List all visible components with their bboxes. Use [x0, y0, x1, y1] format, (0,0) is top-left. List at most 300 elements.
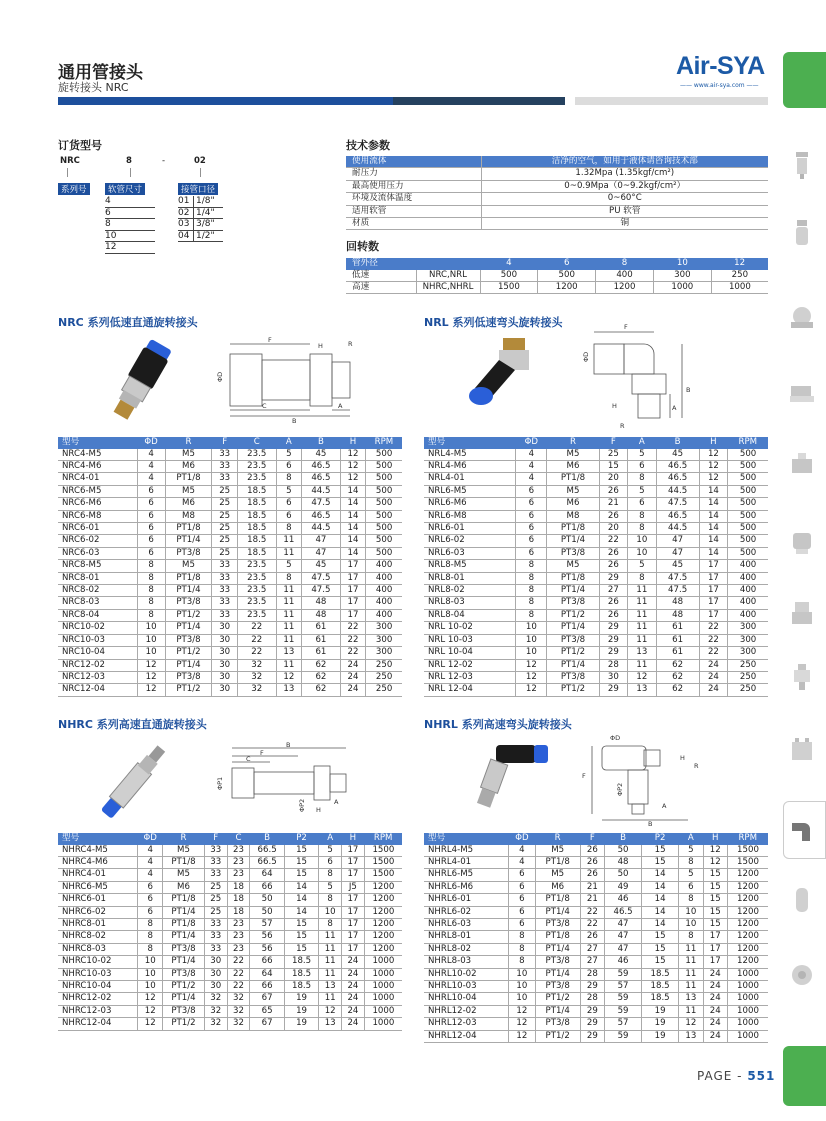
table-header-row: [346, 258, 768, 270]
table-cell: 6: [516, 547, 547, 559]
table-cell: 18.5: [284, 956, 318, 968]
table-cell: 8: [679, 894, 703, 906]
table-cell: 33: [212, 585, 238, 597]
table-cell: 10: [516, 634, 547, 646]
table-cell: 20: [599, 473, 627, 485]
nhrc-dim-F: F: [260, 749, 264, 757]
table-cell: 10: [516, 647, 547, 659]
column-header: 管外径: [346, 258, 416, 270]
table-cell: 10: [137, 622, 165, 634]
table-cell: 17: [340, 597, 366, 609]
table-cell: PT1/2: [165, 647, 212, 659]
gripper-icon[interactable]: [788, 598, 816, 628]
table-cell: NRL4-01: [424, 473, 516, 485]
table-row: [58, 523, 402, 535]
table-cell: 18.5: [237, 523, 276, 535]
table-cell: 10: [509, 981, 536, 993]
table-cell: 11: [679, 956, 703, 968]
table-cell: NRL6-02: [424, 535, 516, 547]
table-cell: 15: [703, 906, 727, 918]
table-cell: 500: [728, 461, 768, 473]
table-cell: NHRL6-M6: [424, 881, 509, 893]
table-cell: 22: [227, 968, 250, 980]
table-cell: NHRL10-04: [424, 993, 509, 1005]
table-row: [424, 622, 768, 634]
table-row: [58, 684, 402, 696]
table-cell: 13: [679, 993, 703, 1005]
table-cell: 6: [628, 461, 656, 473]
table-cell: 62: [302, 684, 341, 696]
table-cell: 22: [699, 622, 727, 634]
table-row: [424, 560, 768, 572]
table-cell: 32: [227, 993, 250, 1005]
code-tick: |: [129, 168, 132, 178]
table-cell: 59: [605, 1005, 642, 1017]
table-cell: NHRL10-02: [424, 968, 509, 980]
table-header-row: [424, 833, 768, 845]
table-row: [424, 659, 768, 671]
table-cell: 10: [679, 919, 703, 931]
table-cell: 17: [342, 869, 365, 881]
column-header: 4: [480, 258, 538, 270]
table-cell: PT1/4: [165, 585, 212, 597]
table-cell: 11: [319, 943, 342, 955]
table-row: [424, 993, 768, 1005]
table-cell: NRC12-02: [58, 659, 137, 671]
table-cell: 18: [227, 894, 250, 906]
table-cell: 32: [204, 993, 227, 1005]
table-cell: 300: [366, 647, 402, 659]
table-cell: PT1/8: [535, 931, 580, 943]
table-cell: 47.5: [656, 585, 699, 597]
side-tab-bottom[interactable]: [783, 1046, 826, 1106]
table-row: [424, 498, 768, 510]
table-cell: NRL 10-04: [424, 647, 516, 659]
table-cell: NRC8-03: [58, 597, 137, 609]
table-row: [58, 919, 402, 931]
table-cell: 1000: [727, 1030, 768, 1042]
table-cell: 13: [628, 647, 656, 659]
table-cell: 14: [642, 881, 679, 893]
column-header: 型号: [58, 833, 138, 845]
table-cell: 17: [699, 585, 727, 597]
table-cell: M6: [163, 881, 205, 893]
table-row: [424, 461, 768, 473]
table-cell: 30: [212, 659, 238, 671]
table-cell: 6: [137, 535, 165, 547]
table-cell: 6: [137, 523, 165, 535]
column-header: F: [204, 833, 227, 845]
table-cell: 18: [227, 906, 250, 918]
table-cell: 33: [212, 449, 238, 461]
table-row: [424, 919, 768, 931]
table-cell: 8: [319, 869, 342, 881]
table-cell: 500: [366, 473, 402, 485]
table-cell: 14: [340, 547, 366, 559]
table-cell: M5: [535, 845, 580, 857]
table-cell: 33: [204, 931, 227, 943]
table-cell: 15: [703, 894, 727, 906]
table-cell: 10: [138, 956, 163, 968]
column-header: F: [212, 437, 238, 449]
table-cell: NRL4-M5: [424, 449, 516, 461]
table-cell: 500: [366, 523, 402, 535]
column-header: B: [656, 437, 699, 449]
table-cell: 4: [516, 461, 547, 473]
table-row: [424, 881, 768, 893]
table-cell: 8: [137, 597, 165, 609]
table-cell: 47.5: [656, 572, 699, 584]
table-cell: 1000: [364, 968, 402, 980]
table-cell: NHRC6-02: [58, 906, 138, 918]
table-cell: 24: [340, 684, 366, 696]
table-cell: 12: [138, 1018, 163, 1030]
table-row: [424, 1005, 768, 1017]
table-cell: NRC10-02: [58, 622, 137, 634]
table-cell: 1200: [727, 956, 768, 968]
silencer-icon[interactable]: [788, 885, 816, 915]
table-cell: 12: [699, 473, 727, 485]
table-cell: 6: [137, 547, 165, 559]
table-cell: 1000: [727, 968, 768, 980]
table-cell: 48: [605, 857, 642, 869]
table-cell: 8: [319, 894, 342, 906]
table-row: [424, 981, 768, 993]
table-cell: 26: [599, 510, 627, 522]
table-row: [346, 168, 768, 180]
table-cell: 32: [227, 1005, 250, 1017]
table-row: [424, 634, 768, 646]
table-row: [58, 931, 402, 943]
table-cell: 1000: [653, 282, 711, 294]
table-cell: M5: [535, 869, 580, 881]
nhrl-dimension-drawing: [578, 732, 708, 827]
table-cell: 14: [340, 485, 366, 497]
table-cell: 15: [284, 931, 318, 943]
table-cell: 8: [137, 560, 165, 572]
dim-label-R: R: [348, 340, 353, 348]
table-cell: 47: [302, 535, 341, 547]
nrl-dimension-drawing: [572, 320, 712, 430]
table-row: [58, 622, 402, 634]
table-cell: 18.5: [284, 981, 318, 993]
code-series: NRC: [60, 156, 80, 166]
table-cell: NHRC8-01: [58, 919, 138, 931]
column-header: RPM: [366, 437, 402, 449]
table-cell: 5: [276, 449, 302, 461]
table-cell: 25: [599, 449, 627, 461]
table-cell: 12: [509, 1018, 536, 1030]
table-cell: 25: [212, 523, 238, 535]
table-cell: 17: [342, 943, 365, 955]
table-cell: 18.5: [284, 968, 318, 980]
table-cell: 62: [302, 659, 341, 671]
table-cell: 23.5: [237, 473, 276, 485]
nhrl-spec-table: [424, 833, 768, 1043]
side-tab-top[interactable]: [783, 52, 826, 108]
table-cell: NRC,NRL: [416, 270, 480, 282]
table-cell: 13: [628, 684, 656, 696]
table-cell: 21: [599, 498, 627, 510]
table-cell: 21: [580, 894, 604, 906]
table-cell: 5: [319, 845, 342, 857]
table-cell: NHRC10-04: [58, 981, 138, 993]
column-header: A: [276, 437, 302, 449]
regulator-icon[interactable]: [788, 218, 816, 248]
table-cell: 5: [319, 881, 342, 893]
table-cell: NRL8-M5: [424, 560, 516, 572]
table-cell: 47: [656, 547, 699, 559]
table-cell: PT1/2: [165, 684, 212, 696]
table-cell: 14: [699, 498, 727, 510]
table-cell: 29: [580, 1005, 604, 1017]
table-cell: 250: [366, 659, 402, 671]
table-cell: 1000: [727, 981, 768, 993]
table-cell: 22: [340, 634, 366, 646]
table-header-row: [424, 437, 768, 449]
table-cell: 12: [137, 671, 165, 683]
table-cell: 低速: [346, 270, 416, 282]
table-cell: 1500: [727, 857, 768, 869]
table-cell: 59: [605, 993, 642, 1005]
table-cell: 48: [656, 609, 699, 621]
table-cell: NHRC4-M5: [58, 845, 138, 857]
table-row: [346, 282, 768, 294]
table-cell: 6: [516, 510, 547, 522]
table-cell: 11: [319, 931, 342, 943]
table-cell: 8: [628, 510, 656, 522]
table-cell: 400: [728, 560, 768, 572]
table-cell: 11: [628, 622, 656, 634]
table-cell: NHRC6-M5: [58, 881, 138, 893]
table-cell: 1200: [727, 869, 768, 881]
table-cell: 17: [342, 919, 365, 931]
table-row: [424, 535, 768, 547]
table-cell: 25: [212, 485, 238, 497]
table-cell: 6: [138, 906, 163, 918]
table-cell: M8: [547, 510, 599, 522]
table-cell: 500: [728, 547, 768, 559]
table-cell: NRC6-01: [58, 523, 137, 535]
table-cell: 17: [703, 931, 727, 943]
table-cell: 57: [250, 919, 284, 931]
table-cell: 17: [342, 894, 365, 906]
table-cell: 17: [340, 585, 366, 597]
table-cell: 250: [711, 270, 768, 282]
table-cell: 500: [728, 473, 768, 485]
table-cell: 25: [204, 906, 227, 918]
table-cell: NRL8-03: [424, 597, 516, 609]
table-cell: 17: [699, 560, 727, 572]
table-cell: 6: [516, 535, 547, 547]
list-item: 4: [105, 196, 155, 208]
table-cell: 15: [284, 857, 318, 869]
table-cell: PT1/2: [163, 981, 205, 993]
column-header: H: [340, 437, 366, 449]
table-cell: 400: [728, 597, 768, 609]
table-cell: 8: [138, 931, 163, 943]
table-cell: 5: [679, 845, 703, 857]
page-subtitle: 旋转接头 NRC: [58, 81, 129, 94]
connector-icon[interactable]: [788, 662, 816, 692]
table-cell: 6: [516, 523, 547, 535]
table-cell: 28: [599, 659, 627, 671]
table-cell: 6: [319, 857, 342, 869]
table-cell: 30: [212, 647, 238, 659]
table-cell: 23.5: [237, 572, 276, 584]
table-cell: 14: [642, 869, 679, 881]
table-row: [58, 1005, 402, 1017]
column-header: H: [699, 437, 727, 449]
brand-logo: Air-SYA: [676, 52, 765, 80]
coupler-icon[interactable]: [788, 960, 816, 990]
table-cell: NRC8-M5: [58, 560, 137, 572]
table-row: [424, 597, 768, 609]
table-cell: 12: [628, 671, 656, 683]
table-cell: 300: [728, 647, 768, 659]
solenoid-icon[interactable]: [788, 449, 816, 479]
table-cell: 1000: [727, 993, 768, 1005]
table-cell: 12: [138, 1005, 163, 1017]
table-cell: 30: [204, 981, 227, 993]
filter-icon[interactable]: [788, 150, 816, 180]
code-tube: 8: [126, 156, 132, 166]
table-cell: 250: [728, 671, 768, 683]
table-cell: 10: [516, 622, 547, 634]
table-cell: 0~0.9Mpa（0~9.2kgf/cm²）: [481, 180, 768, 192]
nrl-product-photo: [455, 330, 555, 425]
table-cell: NRC8-02: [58, 585, 137, 597]
table-cell: NHRL10-03: [424, 981, 509, 993]
table-cell: 400: [366, 572, 402, 584]
table-cell: 24: [703, 1030, 727, 1042]
table-cell: 4: [138, 857, 163, 869]
table-cell: 6: [276, 510, 302, 522]
table-row: [58, 993, 402, 1005]
list-item: 03 3/8": [178, 219, 223, 231]
table-cell: 15: [703, 869, 727, 881]
table-cell: 11: [276, 634, 302, 646]
column-header: ΦD: [138, 833, 163, 845]
table-cell: NRC6-03: [58, 547, 137, 559]
table-cell: NHRL6-02: [424, 906, 509, 918]
table-cell: 23.5: [237, 585, 276, 597]
table-cell: PT3/8: [547, 634, 599, 646]
table-cell: PT1/4: [165, 535, 212, 547]
actuator-icon[interactable]: [788, 527, 816, 557]
table-cell: 66: [250, 956, 284, 968]
table-row: [58, 461, 402, 473]
table-row: [58, 894, 402, 906]
table-cell: 30: [212, 622, 238, 634]
table-cell: 25: [212, 498, 238, 510]
nhrc-dim-B: B: [286, 742, 291, 749]
nrl-dim-R: R: [620, 422, 625, 430]
table-cell: PT3/8: [165, 547, 212, 559]
table-cell: NRC6-02: [58, 535, 137, 547]
table-cell: 8: [628, 523, 656, 535]
table-cell: PT3/8: [547, 671, 599, 683]
nhrl-dim-P2: ΦP2: [616, 782, 624, 796]
table-cell: 28: [580, 993, 604, 1005]
table-row: [58, 498, 402, 510]
table-row: [58, 609, 402, 621]
rotation-table: [346, 258, 768, 294]
table-cell: 32: [204, 1005, 227, 1017]
table-cell: 300: [728, 622, 768, 634]
table-row: [58, 659, 402, 671]
table-cell: 23.5: [237, 461, 276, 473]
table-cell: 10: [137, 647, 165, 659]
table-cell: 8: [516, 609, 547, 621]
table-cell: 1200: [727, 894, 768, 906]
table-cell: 300: [653, 270, 711, 282]
table-cell: 23: [227, 931, 250, 943]
table-cell: 10: [138, 968, 163, 980]
table-cell: 10: [319, 906, 342, 918]
list-item: 12: [105, 242, 155, 254]
table-cell: 8: [138, 919, 163, 931]
table-cell: 400: [366, 597, 402, 609]
table-cell: 64: [250, 968, 284, 980]
table-cell: 13: [679, 1030, 703, 1042]
table-cell: 18.5: [642, 968, 679, 980]
table-cell: 高速: [346, 282, 416, 294]
table-cell: 11: [679, 1005, 703, 1017]
elbow-fitting-icon[interactable]: [788, 815, 816, 845]
table-row: [424, 473, 768, 485]
table-cell: 8: [509, 931, 536, 943]
table-cell: 1200: [727, 931, 768, 943]
table-cell: 6: [137, 485, 165, 497]
table-cell: 15: [642, 845, 679, 857]
order-code-block: [58, 156, 308, 266]
table-cell: 6: [509, 919, 536, 931]
valve-icon[interactable]: [788, 302, 816, 332]
table-cell: 66.5: [250, 857, 284, 869]
table-row: [346, 270, 768, 282]
table-cell: PT1/4: [165, 659, 212, 671]
table-row: [58, 845, 402, 857]
dim-label-F: F: [268, 336, 272, 344]
tech-heading: 技术参数: [346, 139, 390, 152]
table-cell: 18.5: [237, 485, 276, 497]
table-cell: 29: [599, 622, 627, 634]
table-cell: 8: [679, 857, 703, 869]
table-cell: M6: [165, 498, 212, 510]
table-cell: 18.5: [642, 993, 679, 1005]
column-header: ΦD: [137, 437, 165, 449]
table-cell: 61: [656, 647, 699, 659]
table-cell: 32: [237, 659, 276, 671]
table-cell: PT3/8: [165, 597, 212, 609]
table-cell: 400: [366, 560, 402, 572]
tube-size-list: [105, 196, 155, 254]
table-cell: 44.5: [302, 485, 341, 497]
table-cell: 14: [642, 919, 679, 931]
table-cell: 27: [580, 956, 604, 968]
table-cell: 24: [340, 659, 366, 671]
table-cell: PT3/8: [535, 956, 580, 968]
table-cell: 4: [137, 461, 165, 473]
table-cell: 29: [599, 647, 627, 659]
table-cell: 48: [656, 597, 699, 609]
table-cell: PT1/8: [163, 919, 205, 931]
manifold-icon[interactable]: [788, 736, 816, 766]
cylinder-icon[interactable]: [788, 376, 816, 406]
table-cell: 10: [138, 981, 163, 993]
table-cell: 400: [596, 270, 654, 282]
